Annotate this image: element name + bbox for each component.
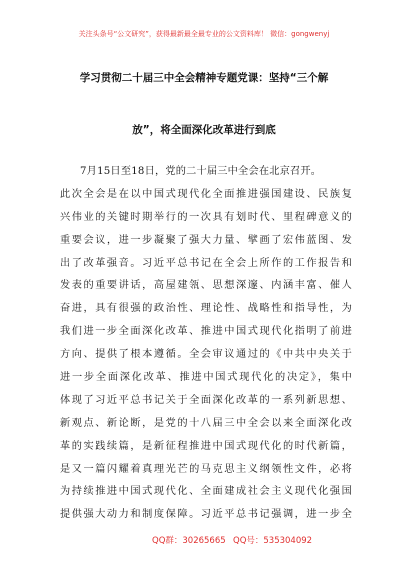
qq-group-number: QQ群：30265665 <box>152 536 226 546</box>
body-line: 方向、提供了根本遵循。全会审议通过的《中共中央关于 <box>60 349 352 361</box>
body-line: 为持续推进中国式现代化、全面建成社会主义现代化强国 <box>60 486 352 498</box>
body-line: 提供强大动力和制度保障。习近平总书记强调，进一步全 <box>60 509 352 521</box>
document-title-line-1: 学习贯彻二十届三中全会精神专题党课：坚持“三个解 <box>79 72 329 84</box>
document-body <box>60 161 352 527</box>
body-line: 体现了习近平总书记关于全面深化改革的一系列新思想、 <box>60 394 352 406</box>
body-line: 7月15日至18日，党的二十届三中全会在北京召开。 <box>80 166 322 177</box>
body-line: 重要会议，进一步凝聚了强大力量、擘画了宏伟蓝图、发 <box>60 234 352 246</box>
body-line: 新观点、新论断，是党的十八届三中全会以来全面深化改 <box>60 417 352 429</box>
body-line: 此次全会是在以中国式现代化全面推进强国建设、民族复 <box>60 188 352 200</box>
body-line: 我们进一步全面深化改革、推进中国式现代化指明了前进 <box>60 326 352 338</box>
document-title-line-2: 放”，将全面深化改革进行到底 <box>132 124 276 136</box>
body-line: 是又一篇闪耀着真理光芒的马克思主义纲领性文件，必将 <box>60 463 352 475</box>
header-banner: 关注头条号“公文研究”，获得最新最全最专业的公文资料库！ 微信：gongwenyj <box>78 30 330 38</box>
qq-account-number: QQ号：535304092 <box>233 536 313 546</box>
body-line: 兴伟业的关键时期举行的一次具有划时代、里程碑意义的 <box>60 211 352 223</box>
body-line: 出了改革强音。习近平总书记在全会上所作的工作报告和 <box>60 257 352 269</box>
body-line: 发表的重要讲话，高屋建瓴、思想深邃、内涵丰富、催人 <box>60 280 352 292</box>
body-line: 奋进，具有很强的政治性、理论性、战略性和指导性，为 <box>60 303 352 315</box>
body-line: 革的实践续篇，是新征程推进中国式现代化的时代新篇， <box>60 440 352 452</box>
body-line: 进一步全面深化改革、推进中国式现代化的决定》，集中 <box>60 372 352 384</box>
